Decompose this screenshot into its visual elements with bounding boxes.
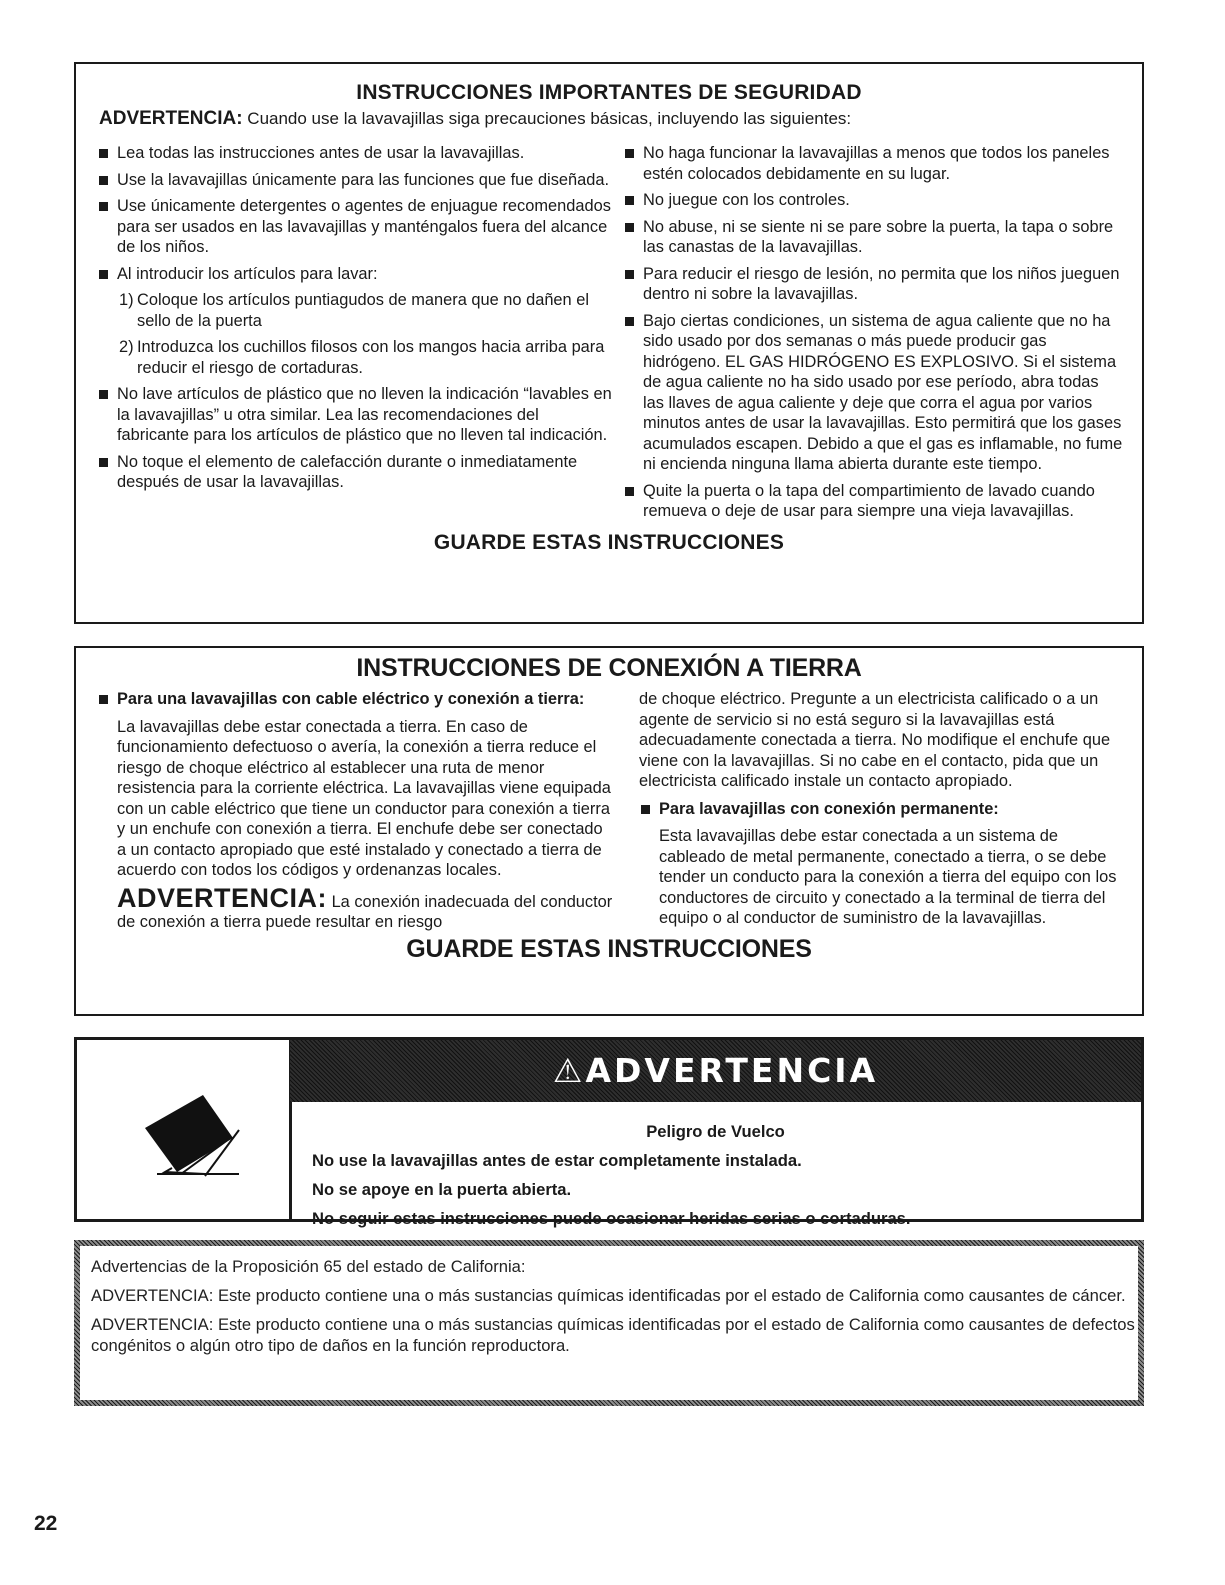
warning-label: ADVERTENCIA: — [99, 108, 243, 129]
numbered-sub-item: 2) Introduzca los cuchillos filosos con los mangos hacia arriba para reducir el riesgo de cortaduras. — [119, 338, 605, 377]
safety-right-column — [615, 143, 1142, 528]
grounding-left-column — [76, 689, 615, 933]
safety-instructions-box — [74, 62, 1144, 624]
corded-heading: Para una lavavajillas con cable eléctrico y conexión a tierra: — [97, 689, 615, 710]
bullet-icon — [99, 390, 108, 399]
corded-text: La lavavajillas debe estar conectada a tierra. En caso de funcionamiento defectuoso o avería, la conexión a tierra reduce el riesgo de choque eléctrico al establecer una ruta de menor resistencia para la corriente eléctrica. La lavavajillas viene equipada con un cable eléctrico que tiene un conductor para conexión a tierra y un enchufe con conexión a tierra. El enchufe debe ser conectado a un contacto apropiado que esté instalado y conectado a tierra de acuerdo con todos los códigos y ordenanzas locales. — [117, 717, 611, 879]
safety-left-column — [76, 143, 615, 528]
list-item: Lea todas las instrucciones antes de usar la lavavajillas. — [97, 143, 615, 164]
grounding-title: INSTRUCCIONES DE CONEXIÓN A TIERRA — [356, 654, 862, 682]
grounding-warning: ADVERTENCIA: La conexión inadecuada del conductor de conexión a tierra puede resultar en riesgo — [117, 882, 613, 931]
grounding-right-column — [615, 689, 1142, 933]
bullet-icon — [625, 317, 634, 326]
list-item: Para reducir el riesgo de lesión, no permita que los niños jueguen dentro ni sobre la lavavajillas. — [623, 264, 1124, 305]
bullet-icon — [99, 270, 108, 279]
list-item: Use la lavavajillas únicamente para las funciones que fue diseñada. — [97, 170, 615, 191]
tip-over-subtitle: Peligro de Vuelco — [646, 1122, 785, 1141]
list-item: No abuse, ni se siente ni se pare sobre la puerta, la tapa o sobre las canastas de la lavavajillas. — [623, 217, 1124, 258]
tip-over-icon-cell — [77, 1040, 292, 1219]
warning-label: ADVERTENCIA: — [117, 882, 328, 913]
list-item: No haga funcionar la lavavajillas a menos que todos los paneles estén colocados debidamente en su lugar. — [623, 143, 1124, 184]
grounding-instructions-box — [74, 646, 1144, 1016]
bullet-icon — [625, 196, 634, 205]
list-item: Quite la puerta o la tapa del compartimiento de lavado cuando remueva o deje de usar para siempre una vieja lavavajillas. — [623, 481, 1124, 522]
prop65-line: ADVERTENCIA: Este producto contiene una o más sustancias químicas identificadas por el estado de California como causantes de cáncer. — [91, 1286, 1126, 1305]
tip-over-warning-box — [74, 1037, 1144, 1228]
bullet-icon — [625, 149, 634, 158]
tip-over-content — [290, 1040, 1141, 1228]
tip-over-line: No se apoye en la puerta abierta. — [312, 1180, 572, 1199]
save-instructions-heading: GUARDE ESTAS INSTRUCCIONES — [406, 934, 812, 963]
bullet-icon — [99, 176, 108, 185]
warning-triangle-icon: ⚠ — [552, 1051, 586, 1090]
bullet-icon — [99, 695, 108, 704]
bullet-icon — [641, 805, 650, 814]
tip-over-line: No seguir estas instrucciones puede ocasionar heridas serias o cortaduras. — [312, 1209, 911, 1228]
safety-title: INSTRUCCIONES IMPORTANTES DE SEGURIDAD — [356, 81, 862, 104]
list-item: No toque el elemento de calefacción durante o inmediatamente después de usar la lavavajillas. — [97, 452, 615, 493]
numbered-sub-item: 1) Coloque los artículos puntiagudos de manera que no dañen el sello de la puerta — [119, 291, 589, 330]
warning-text: Cuando use la lavavajillas siga precauciones básicas, incluyendo las siguientes: — [242, 109, 852, 128]
bullet-icon — [625, 487, 634, 496]
permanent-heading: Para lavavajillas con conexión permanente: — [639, 799, 1124, 820]
bullet-icon — [99, 458, 108, 467]
tip-over-line: No use la lavavajillas antes de estar completamente instalada. — [312, 1151, 802, 1170]
save-instructions-heading: GUARDE ESTAS INSTRUCCIONES — [433, 530, 785, 554]
page-number: 22 — [34, 1512, 58, 1535]
bullet-icon — [99, 149, 108, 158]
list-item: Al introducir los artículos para lavar: — [97, 264, 615, 285]
permanent-text: Esta lavavajillas debe estar conectada a un sistema de cableado de metal permanente, conectado a tierra, o se debe tender un conducto para la conexión a tierra del equipo con los conductores de circuito y conectado a la terminal de tierra del equipo o al conductor de suministro de la lavavajillas. — [658, 827, 1117, 927]
tip-over-hazard-icon — [77, 1040, 289, 1220]
list-item: Use únicamente detergentes o agentes de enjuague recomendados para ser usados en las lavavajillas y manténgalos fuera del alcance de los niños. — [97, 196, 615, 258]
list-item: No juegue con los controles. — [623, 190, 1124, 211]
prop65-line: Advertencias de la Proposición 65 del estado de California: — [91, 1257, 526, 1276]
grounding-warning-continued: de choque eléctrico. Pregunte a un electricista calificado o a un agente de servicio si no está seguro si la lavavajillas está adecuadamente conectada a tierra. No modifique el enchufe que viene con la lavavajillas. Si no cabe en el contacto, pida que un electricista calificado instale un contacto apropiado. — [638, 690, 1111, 790]
list-item: No lave artículos de plástico que no lleven la indicación “lavables en la lavavajillas” u otra similar. Lea las recomendaciones del fabricante para los artículos de plástico que no lleven tal indicación. — [97, 384, 615, 446]
list-item: Bajo ciertas condiciones, un sistema de agua caliente que no ha sido usado por dos semanas o más puede producir gas hidrógeno. EL GAS HIDRÓGENO ES EXPLOSIVO. Si el sistema de agua caliente no ha sido usado por ese período, abra todas las llaves de agua caliente y deje que corra el agua por varios minutos antes de usar la lavavajillas. Esto permitirá que los gases acumulados escapen. Debido a que el gas es inflamable, no fume ni encienda ninguna llama abierta durante este tiempo. — [623, 311, 1124, 475]
bullet-icon — [625, 223, 634, 232]
prop65-line: ADVERTENCIA: Este producto contiene una o más sustancias químicas identificadas por el estado de California como causantes de defectos congénitos o algún otro tipo de daños en la función reproductora. — [91, 1315, 1135, 1355]
bullet-icon — [99, 202, 108, 211]
safety-warning-line — [99, 108, 1142, 130]
warning-banner: ⚠ADVERTENCIA — [290, 1040, 1141, 1102]
bullet-icon — [625, 270, 634, 279]
prop65-warning-box — [74, 1240, 1144, 1406]
